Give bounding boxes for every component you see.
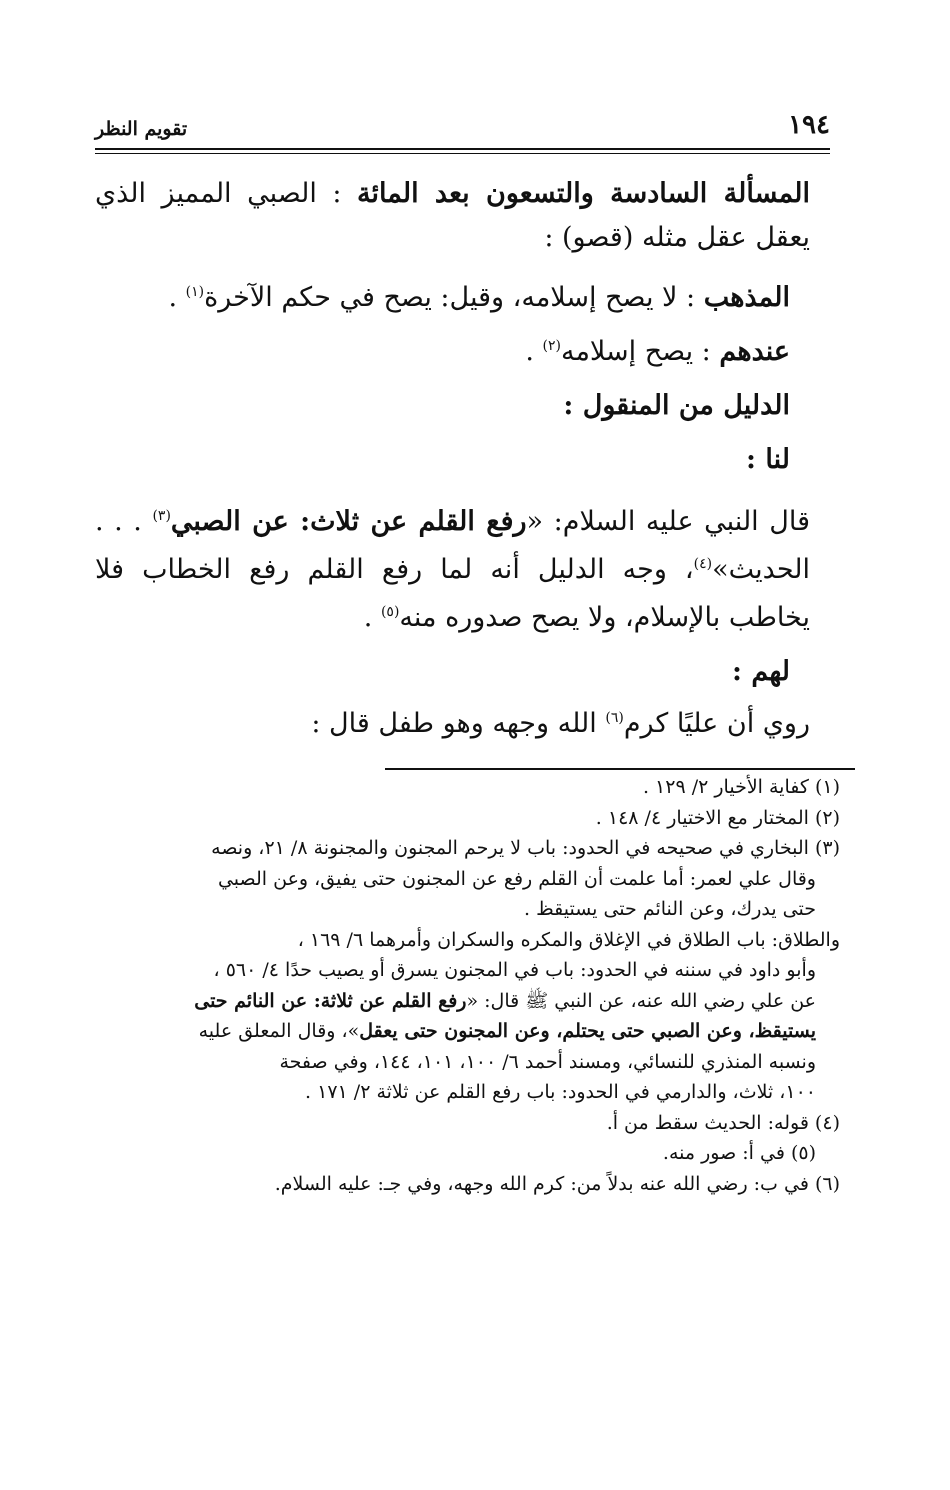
footnote-3-line-5: وأبو داود في سننه في الحدود: باب في المجنون يسرق أو يصيب حدًا ٤/ ٥٦٠ ، <box>213 959 816 981</box>
footnote-3-line-2: وقال علي لعمر: أما علمت أن القلم رفع عن المجنون حتى يفيق، وعن الصبي <box>217 867 816 890</box>
footnote-3-line-4: والطلاق: باب الطلاق في الإغلاق والمكره والسكران وأمرهما ٦/ ١٦٩ ، <box>297 928 840 951</box>
madhhab-text: : لا يصح إسلامه، وقيل: يصح في حكم الآخرة <box>204 282 696 313</box>
madhhab-label: المذهب <box>703 282 790 313</box>
riwaya-text-2: الله وجهه وهو طفل قال : <box>311 708 606 739</box>
running-title: تقويم النظر <box>95 118 188 140</box>
issue-text: : الصبي المميز الذي يعقل عقل مثله (قصو) : <box>95 178 810 253</box>
footnote-ref-5: (٥) <box>380 604 400 620</box>
footnote-3-line-8: ونسبه المنذري للنسائي، ومسند أحمد ٦/ ١٠٠، ١٠١، ١٤٤، وفي صفحة <box>279 1050 816 1073</box>
riwaya-text-1: روي أن عليًا كرم <box>623 708 810 739</box>
page-number: ١٩٤ <box>788 110 830 140</box>
footnote-2: (٢) المختار مع الاختيار ٤/ ١٤٨ . <box>595 806 840 829</box>
footnote-3-line-6-b: رفع القلم عن ثلاثة: عن النائم حتى <box>194 989 467 1012</box>
footnote-3-line-6-a: عن علي رضي الله عنه، عن النبي ﷺ قال: « <box>466 989 816 1012</box>
footnote-3-line-7 <box>95 1016 840 1047</box>
footnote-ref-4: (٤) <box>693 556 713 572</box>
madhhab-paragraph: المذهب : لا يصح إسلامه، وقيل: يصح في حكم الآخرة$^{(١)}$ . <box>168 282 790 313</box>
header-rule <box>95 148 830 150</box>
indahum-paragraph: عندهم : يصح إسلامه$^{(٢)}$ . <box>525 336 790 367</box>
issue-label: المسألة السادسة والتسعون بعد المائة <box>357 178 810 209</box>
hadith-rest: . . . الحديث» <box>95 506 810 585</box>
riwaya-paragraph <box>95 702 830 746</box>
footnote-6: (٦) في ب: رضي الله عنه بدلاً من: كرم الله وجهه، وفي جـ: عليه السلام. <box>274 1172 840 1195</box>
footnote-1: (١) كفاية الأخيار ٢/ ١٢٩ . <box>642 776 840 798</box>
footnote-ref-6: (٦) <box>605 710 624 726</box>
hadith-wajh: ، وجه الدليل أنه لما رفع القلم رفع الخطاب فلا يخاطب بالإسلام، ولا يصح صدوره منه <box>95 554 810 633</box>
footnote-ref-3: (٣) <box>152 508 171 524</box>
indahum-text: : يصح إسلامه <box>560 336 711 367</box>
footnote-5: (٥) في أ: صور منه. <box>662 1142 816 1164</box>
header-rule-thin <box>95 153 830 154</box>
footnote-4: (٤) قوله: الحديث سقط من أ. <box>606 1111 840 1134</box>
hadith-intro: قال النبي عليه السلام: « <box>526 506 810 537</box>
footnotes-rule <box>385 768 855 770</box>
footnotes <box>95 772 840 1199</box>
indahum-label: عندهم <box>719 336 790 367</box>
hadith-paragraph: قال النبي عليه السلام: «رفع القلم عن ثلاث: عن الصبي$^{(٣)}$ . . . الحديث»$^{(٤)}$، وجه الدليل أنه لما رفع القلم رفع الخطاب فلا يخاطب بالإسلام، ولا يصح صدوره منه$^{(٥)}$ . <box>95 506 810 633</box>
footnote-ref-1: (١) <box>185 284 205 300</box>
footnote-3-line-3: حتى يدرك، وعن النائم حتى يستيقظ . <box>524 898 816 920</box>
main-text <box>95 172 830 746</box>
page-header <box>95 100 830 140</box>
hadith-bold: رفع القلم عن ثلاث: عن الصبي <box>170 506 527 537</box>
lana-heading: لنا : <box>746 444 790 475</box>
footnote-3-line-7-a: يستيقظ، وعن الصبي حتى يحتلم، وعن المجنون حتى يعقل <box>359 1020 816 1042</box>
footnote-ref-2: (٢) <box>542 338 561 354</box>
footnote-3-line-7-b: »، وقال المعلق عليه <box>198 1020 360 1042</box>
footnote-3-line-6 <box>95 986 840 1017</box>
issue-paragraph <box>95 172 830 260</box>
lahum-heading: لهم : <box>731 656 790 687</box>
footnote-3-line-9: ١٠٠، ثلاث، والدارمي في الحدود: باب رفع القلم عن ثلاثة ٢/ ١٧١ . <box>305 1081 816 1103</box>
dalil-heading: الدليل من المنقول : <box>563 390 790 421</box>
footnote-3-line-1: (٣) البخاري في صحيحه في الحدود: باب لا يرحم المجنون والمجنونة ٨/ ٢١، ونصه <box>211 837 840 859</box>
